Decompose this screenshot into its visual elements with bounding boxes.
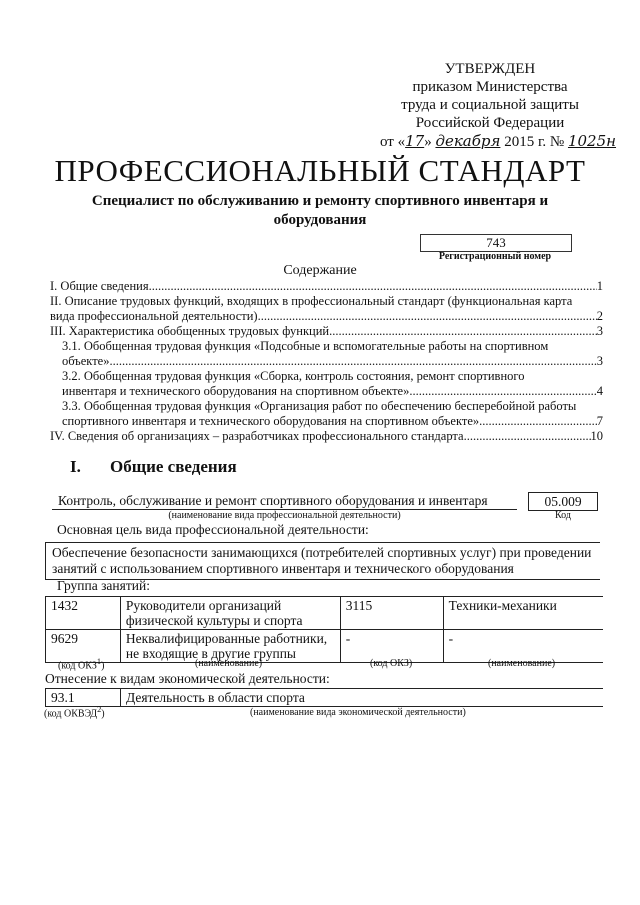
- approval-line-1: УТВЕРЖДЕН: [444, 61, 536, 77]
- toc-item-6[interactable]: [50, 399, 603, 429]
- okz-code: 9629: [46, 630, 121, 663]
- caption-text: ): [101, 660, 105, 672]
- approval-block: [380, 60, 617, 151]
- activity-name: Контроль, обслуживание и ремонт спортивного оборудования и инвентаря: [52, 492, 517, 510]
- toc-item-3[interactable]: [50, 324, 603, 339]
- okved-name: Деятельность в области спорта: [120, 689, 603, 707]
- caption-okz-name-2: (наименование): [488, 658, 556, 669]
- toc-item-text: III. Характеристика обобщенных трудовых функций: [50, 324, 330, 338]
- toc-item-page: 2: [596, 309, 603, 323]
- okz-code: 3115: [340, 597, 443, 630]
- date-month: декабря: [435, 132, 501, 150]
- okz-code: -: [340, 630, 443, 663]
- document-title: ПРОФЕССИОНАЛЬНЫЙ СТАНДАРТ: [54, 153, 586, 188]
- toc-item-text-cont: объекте»: [62, 354, 110, 368]
- toc-item-page: 7: [596, 414, 603, 428]
- date-day: 17: [405, 132, 425, 150]
- toc-item-text-cont: инвентаря и технического оборудования на спортивном объекте»: [62, 384, 410, 398]
- toc-item-text-cont: вида профессиональной деятельности): [50, 309, 258, 323]
- toc-item-page: 4: [596, 384, 603, 398]
- section-number: I.: [70, 457, 81, 476]
- activity-code: 05.009: [528, 492, 598, 511]
- okz-name: Техники-механики: [443, 597, 603, 630]
- approval-line-3: труда и социальной защиты: [401, 97, 579, 113]
- section-title: Общие сведения: [110, 457, 237, 476]
- toc-item-text: 3.3. Обобщенная трудовая функция «Организация работ по обеспечению бесперебойной работы: [62, 399, 577, 413]
- toc-title: Содержание: [283, 263, 357, 278]
- caption-okz-code-2: (код ОКЗ): [370, 658, 413, 669]
- activity-name-caption: (наименование вида профессиональной деятельности): [168, 510, 401, 521]
- toc-item-5[interactable]: [50, 369, 603, 399]
- toc-item-page: 3: [596, 354, 603, 368]
- caption-text: (код ОКЗ: [58, 660, 97, 672]
- okved-code: 93.1: [46, 689, 121, 707]
- okz-name: Неквалифицированные работники, не входящие в другие группы: [120, 630, 340, 663]
- caption-okved-code: [44, 705, 105, 719]
- footnote-mark: 1: [96, 657, 102, 666]
- approval-line-4: Российской Федерации: [415, 115, 565, 131]
- document-subtitle: Специалист по обслуживанию и ремонту спортивного инвентаря и оборудования: [91, 193, 549, 228]
- caption-okz-code: [58, 657, 104, 671]
- caption-text: (код ОКВЭД: [44, 708, 98, 720]
- caption-text: ): [101, 708, 105, 720]
- caption-okz-name: (наименование): [195, 658, 263, 669]
- toc-item-text: 3.1. Обобщенная трудовая функция «Подсобные и вспомогательные работы на спортивном: [62, 339, 549, 353]
- toc-item-page: 1: [596, 279, 603, 293]
- toc-item-4[interactable]: [50, 339, 603, 369]
- order-number: 1025н: [567, 132, 617, 150]
- goal-label: Основная цель вида профессиональной деятельности:: [57, 522, 369, 537]
- caption-okved-name: (наименование вида экономической деятельности): [250, 707, 466, 718]
- okz-code: 1432: [46, 597, 121, 630]
- approval-date-line: [380, 132, 617, 151]
- toc-item-text: 3.2. Обобщенная трудовая функция «Сборка, контроль состояния, ремонт спортивного: [62, 369, 525, 383]
- economic-table: [45, 688, 603, 707]
- okz-name: -: [443, 630, 603, 663]
- registration-label: Регистрационный номер: [438, 251, 552, 262]
- okz-name: Руководители организаций физической культуры и спорта: [120, 597, 340, 630]
- toc-item-page: 3: [596, 324, 603, 338]
- toc-item-text: II. Описание трудовых функций, входящих в профессиональный стандарт (функциональная карта: [50, 294, 573, 308]
- activity-code-caption: Код: [555, 510, 571, 521]
- occupations-label: Группа занятий:: [57, 578, 150, 593]
- economic-label: Отнесение к видам экономической деятельности:: [45, 671, 330, 686]
- date-year: 2015 г. №: [504, 134, 565, 150]
- toc-item-page: 10: [590, 429, 603, 443]
- registration-number: 743: [420, 234, 572, 252]
- toc-item-text: I. Общие сведения: [50, 279, 149, 293]
- toc-item-text-cont: спортивного инвентаря и технического оборудования на спортивном объекте»: [62, 414, 480, 428]
- occupations-table: [45, 596, 603, 663]
- toc-item-2[interactable]: [50, 294, 603, 324]
- goal-text: Обеспечение безопасности занимающихся (потребителей спортивных услуг) при проведении занятий с использованием спортивного инвентаря и технического оборудования: [45, 542, 600, 580]
- date-mid: »: [424, 134, 432, 150]
- table-of-contents: [50, 279, 603, 444]
- toc-item-1[interactable]: [50, 279, 603, 294]
- table-row: [46, 597, 604, 630]
- date-prefix: от «: [380, 134, 406, 150]
- table-row: [46, 689, 604, 707]
- footnote-mark: 2: [97, 705, 102, 714]
- toc-item-7[interactable]: [50, 429, 603, 444]
- approval-line-2: приказом Министерства: [412, 79, 568, 95]
- toc-item-text: IV. Сведения об организациях – разработчиках профессионального стандарта: [50, 429, 464, 443]
